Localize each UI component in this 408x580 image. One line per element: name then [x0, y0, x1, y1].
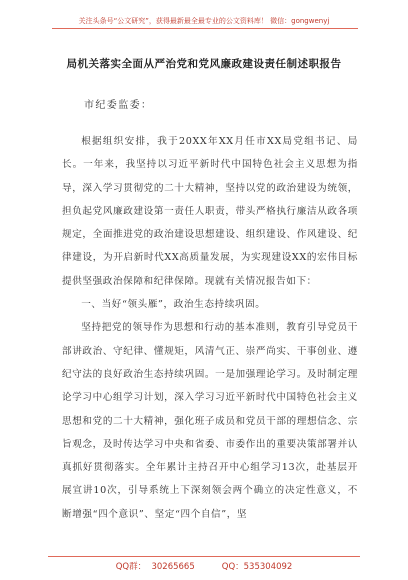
footer-contact: QQ群： 30265665 QQ：535304092	[115, 562, 293, 572]
document-title: 局机关落实全面从严治党和党风廉政建设责任制述职报告	[66, 58, 342, 70]
section-heading: 一、当好“领头雁”，政治生态持续巩固。	[81, 299, 266, 311]
footer-divider	[48, 556, 360, 557]
header-banner: 关注头条号“公文研究”，获得最新最全最专业的公文资料库！ 微信：gongwenyj	[78, 17, 330, 25]
paragraph: 坚持把党的领导作为思想和行动的基本准则，教育引导党员干部讲政治、守纪律、懂规矩，风清气正、崇严尚实、干事创业、遵纪守法的良好政治生态持续巩固。一是加强理论学习。及时制定理论学习中心组学习计划，深入学习习近平新时代中国特色社会主义思想和党的二十大精神，强化班子成员和党员干部的理想信念、宗旨观念，及时传达学习中央和省委、市委作出的重要决策部署并认真抓好贯彻落实。全年累计主持召开中心组学习13次，赴基层开展宣讲10次，引导系统上下深刻领会两个确立的决定性意义，不断增强“四个意识”、坚定“四个自信”，坚	[62, 322, 358, 520]
salutation: 市纪委监委：	[84, 100, 153, 111]
paragraph: 根据组织安排，我于20XX年XX月任市XX局党组书记、局长。一年来，我坚持以习近平新时代中国特色社会主义思想为指导，深入学习贯彻党的二十大精神，坚持以党的政治建设为统领，担负起党风廉政建设第一责任人职责，带头严格执行廉洁从政各项规定，全面推进党的政治建设思想建设、组织建设、作风建设、纪律建设，为开启新时代XX高质量发展，为实现建设XX的宏伟目标提供坚强政治保障和纪律保障。现就有关情况报告如下：	[62, 136, 358, 287]
document-body	[62, 130, 358, 526]
header-divider	[52, 28, 358, 29]
